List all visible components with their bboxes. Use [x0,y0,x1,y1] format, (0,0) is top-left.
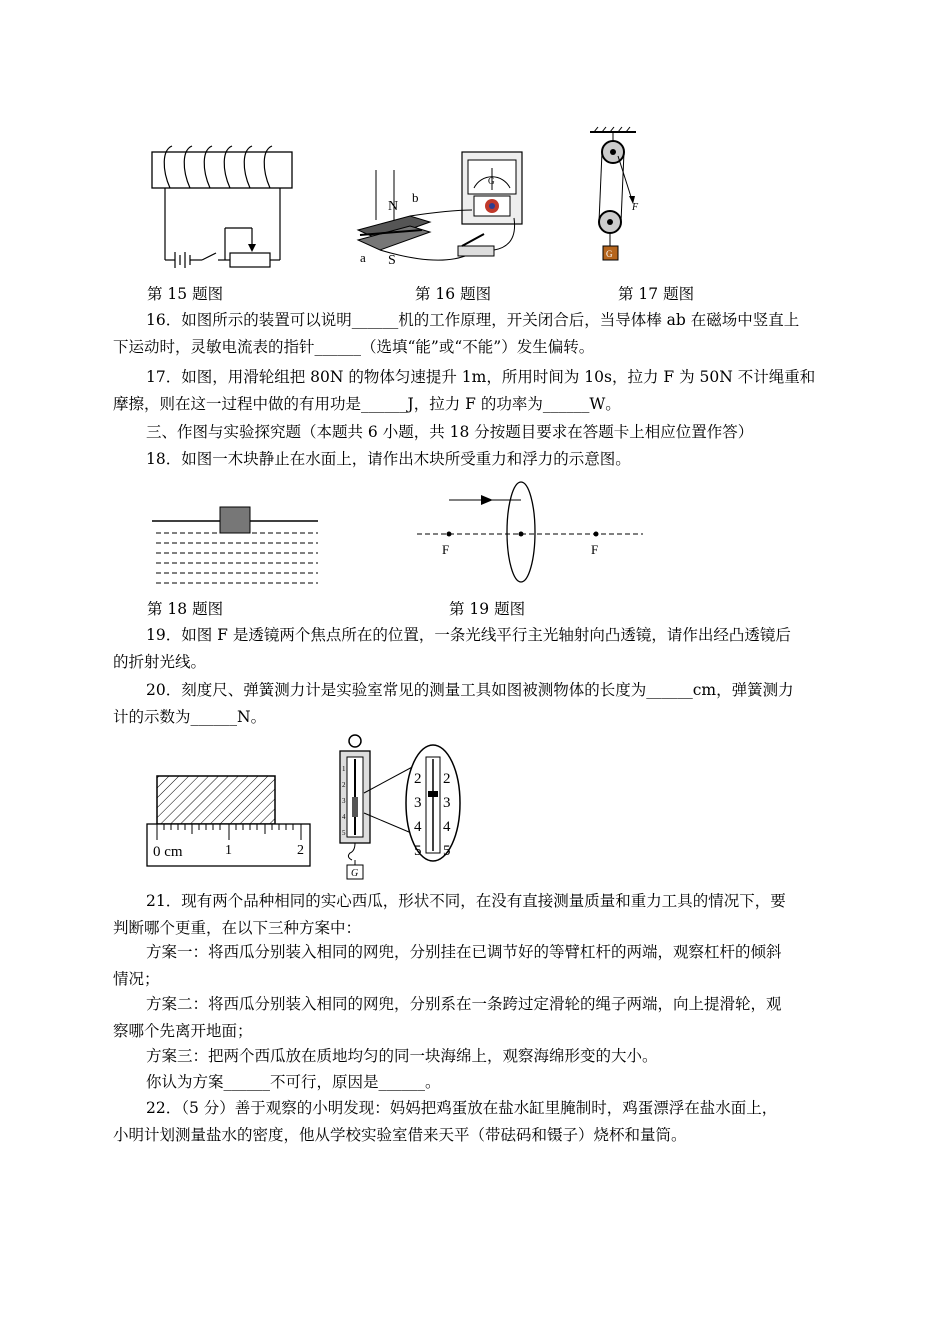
ruler-tick-2: 2 [297,843,304,858]
q19-line-2: 的折射光线。 [113,653,207,671]
figure-17-caption: 第 17 题图 [618,285,695,303]
q20-line-1: 20．刻度尺、弹簧测力计是实验室常见的测量工具如图被测物体的长度为______cm，弹簧测力 [146,681,794,699]
scale-5: 5 [342,829,346,837]
q21-plan1-2: 情况； [113,970,160,988]
ruler-tick-1: 1 [225,843,232,858]
magnet-s-label: S [388,253,396,268]
q17-line-1: 17．如图，用滑轮组把 80N 的物体匀速提升 1m，所用时间为 10s，拉力 F 为 50N 不计绳重和 [146,368,816,386]
figure-18-caption: 第 18 题图 [147,600,224,618]
zoom-right-4: 4 [443,819,451,835]
q19-line-1: 19．如图 F 是透镜两个焦点所在的位置，一条光线平行主光轴射向凸透镜，请作出经凸透镜后 [146,626,791,644]
q16-line-1: 16．如图所示的装置可以说明______机的工作原理，开关闭合后，当导体棒 ab 在磁场中竖直上 [146,311,800,329]
q22-line-2: 小明计划测量盐水的密度，他从学校实验室借来天平（带砝码和镊子）烧杯和量筒。 [113,1126,687,1144]
figure-15-caption: 第 15 题图 [147,285,224,303]
q21-plan2-1: 方案二：将西瓜分别装入相同的网兜，分别系在一条跨过定滑轮的绳子两端，向上提滑轮，观 [146,995,782,1013]
figure-16-induction-apparatus [350,150,530,275]
q21-plan2-2: 察哪个先离开地面； [113,1022,253,1040]
meter-g-label: G [488,176,495,186]
figure-20-ruler [145,770,315,870]
q21-answer: 你认为方案______不可行，原因是______。 [146,1073,441,1091]
figure-20-spring-scale [330,733,470,883]
ruler-unit-label: 0 cm [153,844,183,860]
magnet-n-label: N [388,199,399,214]
zoom-right-5: 5 [443,843,451,859]
q21-stem-1: 21．现有两个品种相同的实心西瓜，形状不同，在没有直接测量质量和重力工具的情况下，要 [146,892,786,910]
figure-17-pulley-system [588,130,648,270]
zoom-right-2: 2 [443,771,451,787]
q21-plan3: 方案三：把两个西瓜放在质地均匀的同一块海绵上，观察海绵形变的大小。 [146,1047,658,1065]
q17-line-2: 摩擦，则在这一过程中做的有用功是______J，拉力 F 的功率为______W。 [113,395,621,413]
weight-g-label: G [606,249,613,259]
terminal-b-label: b [412,190,419,205]
focus-right-label: F [591,542,599,557]
q20-line-2: 计的示数为______N。 [113,708,267,726]
scale-1: 1 [342,765,346,773]
q21-stem-2: 判断哪个更重，在以下三种方案中： [113,919,362,937]
figure-16-caption: 第 16 题图 [415,285,492,303]
figure-19-caption: 第 19 题图 [449,600,526,618]
zoom-left-4: 4 [414,819,422,835]
scale-2: 2 [342,781,346,789]
zoom-right-3: 3 [443,795,451,811]
zoom-left-2: 2 [414,771,422,787]
scale-3: 3 [342,797,346,805]
figure-19-convex-lens [415,480,645,585]
focus-left-label: F [442,542,450,557]
scale-4: 4 [342,813,346,821]
figure-15-solenoid-circuit [140,140,300,275]
q18-text: 18．如图一木块静止在水面上，请作出木块所受重力和浮力的示意图。 [146,450,631,468]
zoom-left-5: 5 [414,843,422,859]
figure-18-block-on-water [150,505,320,590]
scale-weight-g: G [351,868,359,879]
rod-a-label: a [360,250,366,265]
force-f-label: F [632,202,639,213]
section-3-heading: 三、作图与实验探究题（本题共 6 小题，共 18 分按题目要求在答题卡上相应位置作答） [146,423,754,441]
zoom-left-3: 3 [414,795,422,811]
q21-plan1-1: 方案一：将西瓜分别装入相同的网兜，分别挂在已调节好的等臂杠杆的两端，观察杠杆的倾斜 [146,943,782,961]
q22-line-1: 22．（5 分）善于观察的小明发现：妈妈把鸡蛋放在盐水缸里腌制时，鸡蛋漂浮在盐水面上， [146,1099,778,1117]
q16-line-2: 下运动时，灵敏电流表的指针______（选填“能”或“不能”）发生偏转。 [113,338,595,356]
